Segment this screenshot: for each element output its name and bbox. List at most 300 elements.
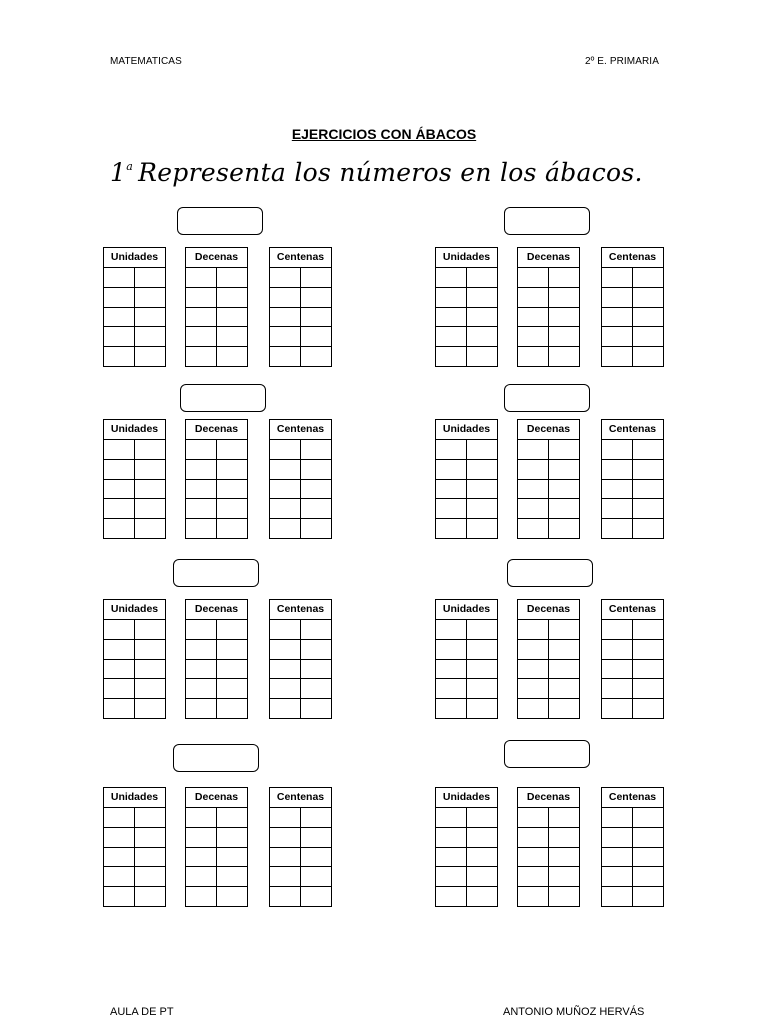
abacus-cell[interactable] <box>549 699 580 719</box>
abacus-cell[interactable] <box>301 499 332 519</box>
abacus-cell[interactable] <box>186 867 217 887</box>
abacus-label: Unidades <box>104 420 165 440</box>
abacus-cell[interactable] <box>518 480 549 500</box>
abacus-cell[interactable] <box>135 699 166 719</box>
abacus-cell[interactable] <box>467 640 498 660</box>
abacus-cell[interactable] <box>135 347 166 367</box>
abacus-cell[interactable] <box>436 460 467 480</box>
abacus-cell[interactable] <box>301 660 332 680</box>
abacus-cell[interactable] <box>135 828 166 848</box>
abacus-cell[interactable] <box>270 699 301 719</box>
abacus-cell[interactable] <box>467 460 498 480</box>
abacus-cell[interactable] <box>467 308 498 328</box>
abacus-unidades <box>435 599 498 719</box>
abacus-cell[interactable] <box>467 808 498 828</box>
abacus-cell[interactable] <box>602 679 633 699</box>
abacus-cell[interactable] <box>135 308 166 328</box>
abacus-grid <box>602 620 663 719</box>
abacus-cell[interactable] <box>186 808 217 828</box>
number-box[interactable] <box>504 207 590 235</box>
abacus-cell[interactable] <box>549 828 580 848</box>
abacus-cell[interactable] <box>549 808 580 828</box>
number-box[interactable] <box>177 207 263 235</box>
abacus-cell[interactable] <box>270 440 301 460</box>
number-box[interactable] <box>180 384 266 412</box>
abacus-cell[interactable] <box>104 640 135 660</box>
abacus-cell[interactable] <box>602 308 633 328</box>
abacus-cell[interactable] <box>436 268 467 288</box>
abacus-cell[interactable] <box>217 620 248 640</box>
abacus-cell[interactable] <box>467 660 498 680</box>
abacus-cell[interactable] <box>135 660 166 680</box>
abacus-label: Decenas <box>186 600 247 620</box>
abacus-cell[interactable] <box>186 268 217 288</box>
abacus-cell[interactable] <box>518 660 549 680</box>
abacus-cell[interactable] <box>270 640 301 660</box>
abacus-cell[interactable] <box>518 347 549 367</box>
abacus-cell[interactable] <box>104 808 135 828</box>
abacus-cell[interactable] <box>436 679 467 699</box>
abacus-cell[interactable] <box>301 327 332 347</box>
abacus-cell[interactable] <box>633 699 664 719</box>
abacus-cell[interactable] <box>602 640 633 660</box>
abacus-centenas <box>601 247 664 367</box>
instruction <box>110 158 643 187</box>
abacus-cell[interactable] <box>436 327 467 347</box>
abacus-cell[interactable] <box>602 268 633 288</box>
abacus-cell[interactable] <box>436 308 467 328</box>
abacus-cell[interactable] <box>602 288 633 308</box>
abacus-cell[interactable] <box>270 867 301 887</box>
abacus-cell[interactable] <box>186 519 217 539</box>
abacus-cell[interactable] <box>467 828 498 848</box>
abacus-cell[interactable] <box>186 660 217 680</box>
abacus-cell[interactable] <box>104 347 135 367</box>
abacus-cell[interactable] <box>104 268 135 288</box>
abacus-centenas <box>269 247 332 367</box>
abacus-cell[interactable] <box>217 347 248 367</box>
abacus-cell[interactable] <box>436 848 467 868</box>
abacus-cell[interactable] <box>467 440 498 460</box>
abacus-cell[interactable] <box>602 460 633 480</box>
abacus-cell[interactable] <box>633 268 664 288</box>
subject-label: MATEMATICAS <box>110 56 182 67</box>
abacus-label: Centenas <box>602 248 663 268</box>
abacus-cell[interactable] <box>301 679 332 699</box>
abacus-cell[interactable] <box>467 867 498 887</box>
abacus-cell[interactable] <box>549 268 580 288</box>
abacus-cell[interactable] <box>104 519 135 539</box>
abacus-cell[interactable] <box>186 460 217 480</box>
abacus-cell[interactable] <box>270 679 301 699</box>
abacus-label: Unidades <box>436 600 497 620</box>
abacus-cell[interactable] <box>270 887 301 907</box>
abacus-cell[interactable] <box>436 699 467 719</box>
abacus-grid <box>186 268 247 367</box>
abacus-cell[interactable] <box>549 480 580 500</box>
footer-right: ANTONIO MUÑOZ HERVÁS <box>503 1006 645 1018</box>
abacus-cell[interactable] <box>467 887 498 907</box>
abacus-cell[interactable] <box>217 660 248 680</box>
abacus-cell[interactable] <box>467 327 498 347</box>
abacus-grid <box>104 620 165 719</box>
abacus-cell[interactable] <box>270 347 301 367</box>
abacus-cell[interactable] <box>104 460 135 480</box>
abacus-cell[interactable] <box>549 347 580 367</box>
abacus-cell[interactable] <box>217 808 248 828</box>
abacus-cell[interactable] <box>270 808 301 828</box>
abacus-cell[interactable] <box>518 828 549 848</box>
abacus-grid <box>436 268 497 367</box>
abacus-cell[interactable] <box>270 480 301 500</box>
abacus-cell[interactable] <box>186 699 217 719</box>
abacus-cell[interactable] <box>518 268 549 288</box>
abacus-cell[interactable] <box>602 327 633 347</box>
abacus-cell[interactable] <box>602 699 633 719</box>
abacus-grid <box>518 620 579 719</box>
abacus-cell[interactable] <box>602 660 633 680</box>
abacus-cell[interactable] <box>436 867 467 887</box>
abacus-cell[interactable] <box>217 519 248 539</box>
abacus-cell[interactable] <box>549 660 580 680</box>
abacus-cell[interactable] <box>633 867 664 887</box>
abacus-grid <box>104 808 165 907</box>
abacus-cell[interactable] <box>549 499 580 519</box>
abacus-cell[interactable] <box>518 699 549 719</box>
abacus-cell[interactable] <box>104 887 135 907</box>
abacus-cell[interactable] <box>217 640 248 660</box>
abacus-cell[interactable] <box>135 867 166 887</box>
abacus-cell[interactable] <box>270 308 301 328</box>
abacus-cell[interactable] <box>436 288 467 308</box>
abacus-cell[interactable] <box>186 308 217 328</box>
abacus-cell[interactable] <box>186 499 217 519</box>
abacus-cell[interactable] <box>602 440 633 460</box>
abacus-cell[interactable] <box>549 460 580 480</box>
abacus-cell[interactable] <box>518 308 549 328</box>
abacus-cell[interactable] <box>518 808 549 828</box>
abacus-centenas <box>601 419 664 539</box>
abacus-cell[interactable] <box>217 828 248 848</box>
abacus-cell[interactable] <box>549 288 580 308</box>
abacus-cell[interactable] <box>549 640 580 660</box>
abacus-cell[interactable] <box>518 848 549 868</box>
abacus-cell[interactable] <box>602 887 633 907</box>
abacus-cell[interactable] <box>301 620 332 640</box>
abacus-cell[interactable] <box>436 660 467 680</box>
abacus-cell[interactable] <box>104 499 135 519</box>
abacus-cell[interactable] <box>467 347 498 367</box>
abacus-cell[interactable] <box>186 848 217 868</box>
abacus-cell[interactable] <box>436 828 467 848</box>
abacus-unidades <box>103 247 166 367</box>
abacus-cell[interactable] <box>135 268 166 288</box>
abacus-grid <box>104 440 165 539</box>
abacus-cell[interactable] <box>270 620 301 640</box>
abacus-cell[interactable] <box>104 660 135 680</box>
abacus-centenas <box>601 599 664 719</box>
abacus-cell[interactable] <box>436 887 467 907</box>
abacus-cell[interactable] <box>633 460 664 480</box>
abacus-cell[interactable] <box>633 887 664 907</box>
abacus-cell[interactable] <box>135 440 166 460</box>
abacus-cell[interactable] <box>135 460 166 480</box>
abacus-cell[interactable] <box>301 828 332 848</box>
abacus-cell[interactable] <box>135 288 166 308</box>
abacus-unidades <box>103 599 166 719</box>
abacus-grid <box>602 440 663 539</box>
abacus-cell[interactable] <box>104 440 135 460</box>
abacus-cell[interactable] <box>217 268 248 288</box>
abacus-cell[interactable] <box>135 679 166 699</box>
abacus-cell[interactable] <box>135 808 166 828</box>
abacus-cell[interactable] <box>602 480 633 500</box>
abacus-cell[interactable] <box>135 499 166 519</box>
number-box[interactable] <box>504 384 590 412</box>
abacus-cell[interactable] <box>186 887 217 907</box>
abacus-cell[interactable] <box>217 460 248 480</box>
abacus-cell[interactable] <box>518 887 549 907</box>
abacus-cell[interactable] <box>186 347 217 367</box>
abacus-cell[interactable] <box>217 887 248 907</box>
abacus-grid <box>186 808 247 907</box>
abacus-cell[interactable] <box>633 499 664 519</box>
abacus-cell[interactable] <box>270 268 301 288</box>
abacus-centenas <box>269 787 332 907</box>
abacus-cell[interactable] <box>217 480 248 500</box>
abacus-cell[interactable] <box>633 808 664 828</box>
abacus-cell[interactable] <box>217 308 248 328</box>
abacus-cell[interactable] <box>633 327 664 347</box>
abacus-cell[interactable] <box>549 308 580 328</box>
abacus-cell[interactable] <box>436 347 467 367</box>
number-box[interactable] <box>504 740 590 768</box>
abacus-cell[interactable] <box>186 440 217 460</box>
abacus-cell[interactable] <box>518 640 549 660</box>
abacus-cell[interactable] <box>270 660 301 680</box>
abacus-cell[interactable] <box>633 347 664 367</box>
abacus-cell[interactable] <box>217 288 248 308</box>
abacus-cell[interactable] <box>104 480 135 500</box>
abacus-cell[interactable] <box>467 480 498 500</box>
abacus-cell[interactable] <box>549 679 580 699</box>
abacus-cell[interactable] <box>135 640 166 660</box>
abacus-cell[interactable] <box>270 848 301 868</box>
abacus-label: Decenas <box>186 788 247 808</box>
number-box[interactable] <box>173 744 259 772</box>
abacus-unidades <box>103 419 166 539</box>
abacus-cell[interactable] <box>602 620 633 640</box>
abacus-cell[interactable] <box>301 519 332 539</box>
abacus-cell[interactable] <box>186 640 217 660</box>
abacus-cell[interactable] <box>549 327 580 347</box>
abacus-cell[interactable] <box>270 460 301 480</box>
abacus-cell[interactable] <box>436 499 467 519</box>
abacus-grid <box>518 808 579 907</box>
abacus-cell[interactable] <box>217 679 248 699</box>
abacus-decenas <box>185 419 248 539</box>
abacus-cell[interactable] <box>518 620 549 640</box>
abacus-cell[interactable] <box>270 499 301 519</box>
abacus-label: Unidades <box>104 248 165 268</box>
abacus-cell[interactable] <box>270 519 301 539</box>
abacus-cell[interactable] <box>467 848 498 868</box>
abacus-cell[interactable] <box>104 620 135 640</box>
number-box[interactable] <box>173 559 259 587</box>
abacus-cell[interactable] <box>549 519 580 539</box>
abacus-cell[interactable] <box>436 640 467 660</box>
abacus-cell[interactable] <box>301 640 332 660</box>
abacus-cell[interactable] <box>301 288 332 308</box>
abacus-cell[interactable] <box>301 887 332 907</box>
abacus-cell[interactable] <box>104 828 135 848</box>
abacus-cell[interactable] <box>518 867 549 887</box>
abacus-decenas <box>517 247 580 367</box>
abacus-cell[interactable] <box>436 519 467 539</box>
abacus-cell[interactable] <box>104 679 135 699</box>
abacus-cell[interactable] <box>602 499 633 519</box>
abacus-cell[interactable] <box>467 288 498 308</box>
abacus-cell[interactable] <box>301 440 332 460</box>
abacus-cell[interactable] <box>549 887 580 907</box>
abacus-decenas <box>185 787 248 907</box>
abacus-cell[interactable] <box>518 288 549 308</box>
abacus-cell[interactable] <box>633 480 664 500</box>
abacus-label: Centenas <box>602 420 663 440</box>
abacus-cell[interactable] <box>104 848 135 868</box>
abacus-cell[interactable] <box>602 519 633 539</box>
abacus-cell[interactable] <box>135 887 166 907</box>
abacus-cell[interactable] <box>217 848 248 868</box>
abacus-cell[interactable] <box>270 327 301 347</box>
instruction-number: 1 <box>110 158 127 187</box>
abacus-grid <box>270 268 331 367</box>
abacus-cell[interactable] <box>633 828 664 848</box>
abacus-cell[interactable] <box>633 848 664 868</box>
abacus-cell[interactable] <box>104 308 135 328</box>
abacus-label: Unidades <box>104 788 165 808</box>
abacus-cell[interactable] <box>135 480 166 500</box>
abacus-unidades <box>435 419 498 539</box>
abacus-cell[interactable] <box>518 679 549 699</box>
abacus-cell[interactable] <box>301 699 332 719</box>
abacus-cell[interactable] <box>633 620 664 640</box>
abacus-cell[interactable] <box>301 460 332 480</box>
abacus-label: Decenas <box>518 248 579 268</box>
abacus-cell[interactable] <box>518 519 549 539</box>
abacus-cell[interactable] <box>549 848 580 868</box>
abacus-cell[interactable] <box>602 347 633 367</box>
abacus-label: Centenas <box>270 600 331 620</box>
abacus-cell[interactable] <box>270 828 301 848</box>
abacus-unidades <box>103 787 166 907</box>
abacus-cell[interactable] <box>549 620 580 640</box>
abacus-cell[interactable] <box>518 499 549 519</box>
abacus-cell[interactable] <box>217 440 248 460</box>
abacus-cell[interactable] <box>467 679 498 699</box>
abacus-cell[interactable] <box>549 867 580 887</box>
abacus-cell[interactable] <box>301 480 332 500</box>
abacus-cell[interactable] <box>186 327 217 347</box>
abacus-cell[interactable] <box>135 620 166 640</box>
abacus-cell[interactable] <box>104 327 135 347</box>
abacus-label: Centenas <box>270 788 331 808</box>
abacus-cell[interactable] <box>217 499 248 519</box>
abacus-label: Centenas <box>602 788 663 808</box>
abacus-cell[interactable] <box>104 699 135 719</box>
abacus-cell[interactable] <box>633 308 664 328</box>
abacus-decenas <box>517 787 580 907</box>
instruction-text: Representa los números en los ábacos. <box>138 158 643 187</box>
abacus-cell[interactable] <box>270 288 301 308</box>
abacus-cell[interactable] <box>301 308 332 328</box>
abacus-cell[interactable] <box>436 808 467 828</box>
abacus-cell[interactable] <box>436 620 467 640</box>
abacus-cell[interactable] <box>467 268 498 288</box>
abacus-cell[interactable] <box>633 679 664 699</box>
abacus-cell[interactable] <box>518 440 549 460</box>
abacus-cell[interactable] <box>467 519 498 539</box>
abacus-cell[interactable] <box>467 699 498 719</box>
footer-left: AULA DE PT <box>110 1006 174 1018</box>
abacus-cell[interactable] <box>217 327 248 347</box>
abacus-cell[interactable] <box>135 848 166 868</box>
abacus-decenas <box>517 599 580 719</box>
abacus-cell[interactable] <box>633 288 664 308</box>
abacus-cell[interactable] <box>633 519 664 539</box>
abacus-grid <box>270 620 331 719</box>
abacus-cell[interactable] <box>104 288 135 308</box>
abacus-cell[interactable] <box>602 828 633 848</box>
abacus-cell[interactable] <box>436 480 467 500</box>
abacus-label: Decenas <box>518 600 579 620</box>
abacus-cell[interactable] <box>186 620 217 640</box>
abacus-cell[interactable] <box>301 347 332 367</box>
abacus-grid <box>436 808 497 907</box>
abacus-cell[interactable] <box>301 848 332 868</box>
abacus-cell[interactable] <box>186 480 217 500</box>
abacus-cell[interactable] <box>467 499 498 519</box>
abacus-grid <box>602 268 663 367</box>
abacus-cell[interactable] <box>518 460 549 480</box>
number-box[interactable] <box>507 559 593 587</box>
abacus-cell[interactable] <box>186 288 217 308</box>
abacus-cell[interactable] <box>301 268 332 288</box>
abacus-grid <box>518 268 579 367</box>
abacus-grid <box>436 620 497 719</box>
abacus-cell[interactable] <box>217 699 248 719</box>
abacus-cell[interactable] <box>186 828 217 848</box>
abacus-cell[interactable] <box>301 808 332 828</box>
abacus-cell[interactable] <box>135 519 166 539</box>
abacus-cell[interactable] <box>518 327 549 347</box>
abacus-cell[interactable] <box>436 440 467 460</box>
abacus-cell[interactable] <box>602 848 633 868</box>
abacus-cell[interactable] <box>602 808 633 828</box>
abacus-cell[interactable] <box>135 327 166 347</box>
abacus-cell[interactable] <box>633 660 664 680</box>
abacus-cell[interactable] <box>301 867 332 887</box>
abacus-cell[interactable] <box>633 640 664 660</box>
abacus-cell[interactable] <box>602 867 633 887</box>
abacus-cell[interactable] <box>633 440 664 460</box>
abacus-grid <box>270 808 331 907</box>
abacus-cell[interactable] <box>217 867 248 887</box>
abacus-cell[interactable] <box>549 440 580 460</box>
abacus-cell[interactable] <box>467 620 498 640</box>
abacus-cell[interactable] <box>104 867 135 887</box>
abacus-cell[interactable] <box>186 679 217 699</box>
